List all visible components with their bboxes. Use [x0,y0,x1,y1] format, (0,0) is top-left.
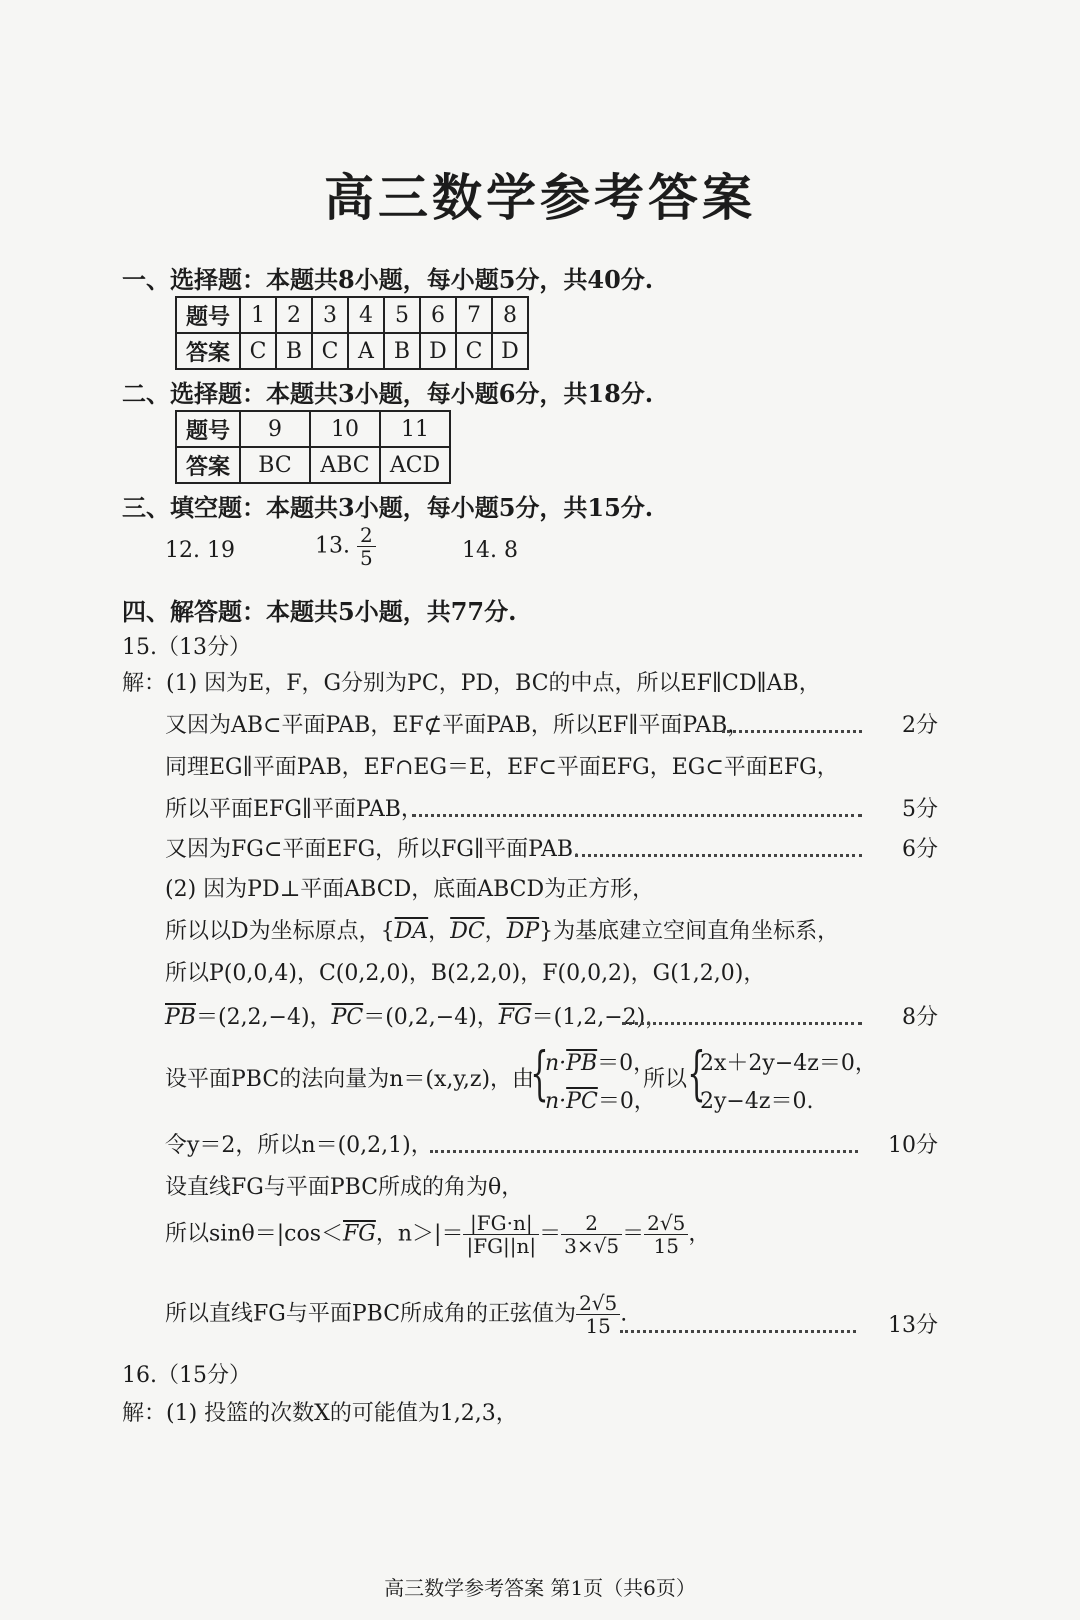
score-leader [430,1150,858,1153]
table-cell: B [276,333,312,369]
score-mark: 5分 [902,797,938,822]
text: 所以sinθ＝|cos＜ [165,1221,344,1247]
text: }为基底建立空间直角坐标系， [539,919,840,944]
table-cell: 7 [456,297,492,333]
vector: $\overline{PC}$ [566,1089,598,1114]
table-row [176,411,450,447]
equation-system-row: 2y−4z＝0. [700,1089,814,1114]
q15-line4: 所以平面EFG∥平面PAB， [165,797,423,822]
brace-symbol: { [530,1039,549,1107]
text: 所以直线FG与平面PBC所成角的正弦值为 [165,1301,577,1327]
equation-system-row [545,1046,655,1077]
vector: $\overline{DC}$ [450,919,485,944]
text: ＝(2,2,−4)， [195,1005,332,1030]
table-row [176,297,528,333]
table-row-label: 题号 [176,297,240,333]
table-cell: 8 [492,297,528,333]
fraction-numerator: |FG·n| [463,1212,539,1235]
score-mark: 8分 [902,1005,938,1030]
equation-system-row [545,1084,656,1115]
table-cell: 9 [240,411,310,447]
fraction-numerator: 2√5 [644,1212,688,1235]
q16-line1: 解：(1) 投篮的次数X的可能值为1,2,3， [122,1401,518,1426]
vector: $\overline{FG}$ [498,1005,532,1030]
text: n· [545,1089,567,1114]
text: ＝(0,2,−4)， [363,1005,499,1030]
table-cell: D [492,333,528,369]
section2-answer-table [175,410,451,484]
q15-line1: 解：(1) 因为E，F，G分别为PC，PD，BC的中点，所以EF∥CD∥AB， [122,671,821,696]
section2-heading: 二、选择题：本题共3小题，每小题6分，共18分. [122,379,654,408]
q15-line10-so: 所以 [643,1067,688,1092]
table-row-label: 题号 [176,411,240,447]
text: ，n＞|＝ [375,1221,464,1247]
vector: $\overline{FG}$ [343,1221,376,1247]
vector: $\overline{PB}$ [165,1005,196,1030]
section3-heading: 三、填空题：本题共3小题，每小题5分，共15分. [122,493,654,522]
text: n· [545,1051,567,1076]
q15-line10-intro: 设平面PBC的法向量为n＝(x,y,z)，由 [165,1067,535,1092]
table-cell: BC [240,447,310,483]
answer-q12: 12. 19 [165,538,235,563]
text: ＝0， [597,1089,656,1114]
answer-q14: 14. 8 [462,538,518,563]
score-leader [622,1022,862,1025]
table-row-label: 答案 [176,447,240,483]
fraction-numerator: 2 [357,524,376,547]
table-cell: 11 [380,411,450,447]
text: ， [688,1221,711,1247]
table-cell: 10 [310,411,380,447]
table-cell: D [420,333,456,369]
score-mark: 13分 [888,1313,938,1338]
page-title: 高三数学参考答案 [324,168,756,227]
fraction-denominator: |FG||n| [466,1234,537,1258]
table-cell: 2 [276,297,312,333]
vector: $\overline{DP}$ [506,919,540,944]
table-cell: C [312,333,348,369]
fraction-denominator: 5 [360,546,373,570]
vector: $\overline{PB}$ [566,1051,598,1076]
table-cell: ACD [380,447,450,483]
table-row [176,333,528,369]
q15-header: 15.（13分） [122,635,251,660]
text: ＝0， [597,1051,656,1076]
q16-header: 16.（15分） [122,1363,251,1388]
q15-line2: 又因为AB⊂平面PAB，EF⊄平面PAB，所以EF∥平面PAB， [165,713,750,738]
section1-heading: 一、选择题：本题共8小题，每小题5分，共40分. [122,265,654,294]
answer-q13 [315,524,376,569]
vector: $\overline{DA}$ [394,919,429,944]
fraction-denominator: 3×√5 [564,1234,620,1258]
q15-line11: 令y＝2，所以n＝(0,2,1)， [165,1133,433,1158]
q15-line13 [165,1212,710,1257]
q15-line3: 同理EG∥平面PAB，EF∩EG＝E，EF⊂平面EFG，EG⊂平面EFG， [165,755,839,780]
q15-line14 [165,1292,627,1337]
table-cell: C [456,333,492,369]
table-cell: 5 [384,297,420,333]
table-row-label: 答案 [176,333,240,369]
table-row [176,447,450,483]
text: ＝ [622,1221,645,1247]
q15-line7: 所以以D为坐标原点，{$\overline{DA}$，$\overline{DC}$，$\overline{DP}$}为基底建立空间直角坐标系， [165,919,840,944]
table-cell: A [348,333,384,369]
table-cell: 3 [312,297,348,333]
score-leader [722,730,862,733]
score-leader [575,854,862,857]
section1-answer-table [175,296,529,370]
text: . [620,1301,628,1327]
answer-q13-label: 13. [315,533,350,559]
text: 所以以D为坐标原点，{ [165,919,395,944]
fraction-denominator: 15 [585,1314,611,1338]
table-cell: 1 [240,297,276,333]
table-cell: C [240,333,276,369]
text: ＝ [539,1221,562,1247]
equation-system-row: 2x＋2y−4z＝0， [700,1051,877,1076]
text: ＝(1,2,−2)， [531,1005,668,1030]
fraction-denominator: 15 [653,1234,679,1258]
score-mark: 2分 [902,713,938,738]
page-footer: 高三数学参考答案 第1页（共6页） [384,1576,696,1600]
q15-line5: 又因为FG⊂平面EFG，所以FG∥平面PAB. [165,837,581,862]
table-cell: 6 [420,297,456,333]
q15-line6: (2) 因为PD⊥平面ABCD，底面ABCD为正方形， [165,877,655,902]
vector: $\overline{PC}$ [331,1005,364,1030]
table-cell: B [384,333,420,369]
fraction-numerator: 2√5 [576,1292,620,1315]
q15-line9 [165,1000,667,1031]
fraction-numerator: 2 [561,1212,622,1235]
brace-symbol: { [687,1039,706,1107]
score-mark: 10分 [888,1133,938,1158]
table-cell: 4 [348,297,384,333]
table-cell: ABC [310,447,380,483]
score-leader [412,814,862,817]
q15-line12: 设直线FG与平面PBC所成的角为θ， [165,1175,524,1200]
q15-line8: 所以P(0,0,4)，C(0,2,0)，B(2,2,0)，F(0,0,2)，G(1,2,0)， [165,961,766,986]
score-leader [620,1330,856,1333]
score-mark: 6分 [902,837,938,862]
section4-heading: 四、解答题：本题共5小题，共77分. [122,597,517,626]
